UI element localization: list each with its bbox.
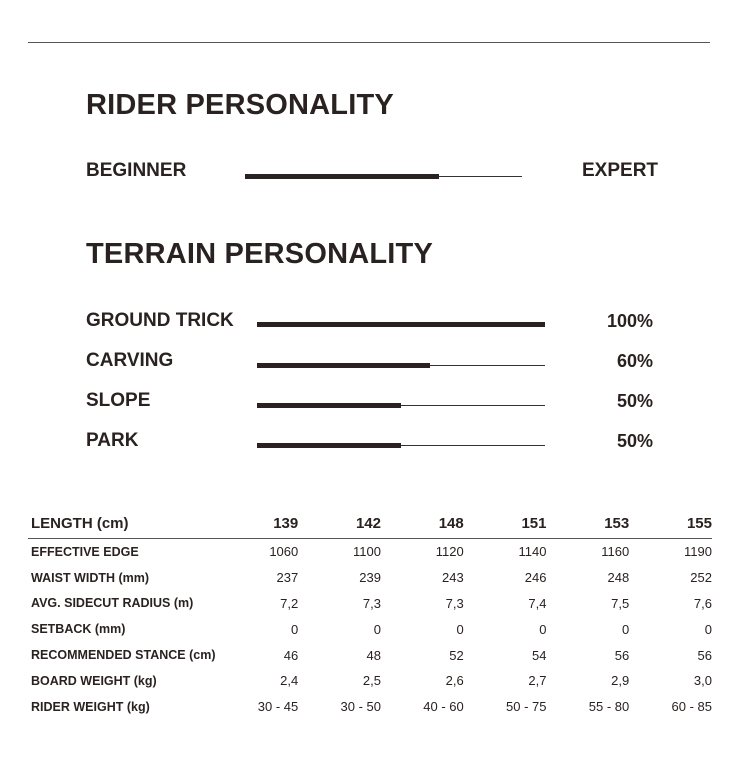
length-value: 148	[381, 508, 464, 539]
spec-value: 7,5	[611, 595, 630, 611]
table-row	[28, 668, 712, 694]
spec-value: 7,4	[528, 595, 547, 611]
spec-value: 1120	[435, 544, 464, 560]
spec-value: 50 - 75	[506, 699, 547, 715]
spec-value: 0	[291, 621, 299, 637]
spec-value: 3,0	[693, 673, 712, 689]
spec-value: 248	[607, 570, 630, 586]
spec-value: 1100	[353, 544, 381, 560]
spec-value: 1190	[684, 544, 712, 560]
terrain-track	[257, 405, 545, 406]
spec-value: 56	[697, 647, 712, 663]
spec-value: 237	[276, 570, 299, 586]
terrain-fill	[257, 322, 545, 327]
spec-label: WAIST WIDTH (mm)	[31, 570, 150, 585]
rider-level-fill	[245, 174, 439, 179]
spec-value: 246	[524, 570, 547, 586]
spec-value: 2,5	[362, 673, 381, 689]
spec-value: 60 - 85	[671, 699, 712, 715]
spec-label: EFFECTIVE EDGE	[31, 544, 139, 559]
length-value: 142	[298, 508, 381, 539]
terrain-label: PARK	[86, 430, 139, 451]
terrain-label: SLOPE	[86, 390, 151, 411]
spec-value: 0	[622, 621, 630, 637]
spec-value: 52	[449, 647, 464, 663]
spec-value: 56	[614, 647, 630, 663]
spec-label: AVG. SIDECUT RADIUS (m)	[31, 596, 194, 611]
length-header: LENGTH (cm)	[28, 508, 216, 539]
expert-label: EXPERT	[582, 160, 659, 181]
length-value: 153	[547, 508, 630, 539]
table-row	[28, 694, 712, 720]
specs-table	[28, 508, 712, 720]
terrain-percent: 60%	[616, 351, 653, 371]
spec-value: 1140	[518, 544, 547, 560]
length-value: 139	[216, 508, 299, 539]
terrain-fill	[257, 443, 401, 448]
rider-level-track	[245, 176, 522, 177]
spec-value: 2,9	[611, 673, 630, 689]
spec-value: 0	[704, 621, 712, 637]
rider-personality-title: RIDER PERSONALITY	[86, 89, 394, 121]
spec-value: 48	[366, 647, 381, 663]
specs-body	[28, 539, 712, 720]
length-value: 155	[629, 508, 712, 539]
terrain-percent: 100%	[606, 311, 653, 331]
spec-label: RECOMMENDED STANCE (cm)	[31, 648, 216, 663]
spec-value: 40 - 60	[423, 699, 464, 715]
spec-value: 1160	[601, 544, 630, 560]
spec-value: 30 - 50	[340, 699, 381, 715]
table-row	[28, 642, 712, 668]
spec-label: RIDER WEIGHT (kg)	[31, 699, 150, 714]
spec-value: 243	[442, 570, 464, 586]
terrain-percent: 50%	[616, 391, 653, 411]
terrain-label: CARVING	[86, 350, 174, 371]
spec-label: SETBACK (mm)	[31, 622, 126, 637]
terrain-label: GROUND TRICK	[86, 310, 234, 331]
spec-value: 2,7	[528, 673, 547, 689]
spec-value: 1060	[269, 544, 299, 560]
terrain-track	[257, 324, 545, 325]
table-row	[28, 616, 712, 642]
terrain-percent: 50%	[616, 431, 653, 451]
table-row	[28, 591, 712, 617]
table-row	[28, 539, 712, 565]
table-row	[28, 565, 712, 591]
spec-value: 2,4	[280, 673, 299, 689]
spec-value: 54	[532, 647, 547, 663]
spec-value: 55 - 80	[588, 699, 630, 715]
spec-value: 7,3	[445, 595, 464, 611]
spec-value: 46	[283, 647, 299, 663]
spec-value: 0	[539, 621, 547, 637]
specs-header-row	[28, 508, 712, 539]
spec-value: 7,2	[280, 595, 299, 611]
spec-value: 0	[456, 621, 464, 637]
spec-value: 7,6	[693, 595, 712, 611]
spec-value: 30 - 45	[257, 699, 299, 715]
spec-value: 7,3	[362, 595, 381, 611]
top-divider	[28, 42, 710, 43]
beginner-label: BEGINNER	[86, 160, 187, 181]
terrain-track	[257, 445, 545, 446]
terrain-fill	[257, 363, 430, 368]
terrain-fill	[257, 403, 401, 408]
terrain-personality-title: TERRAIN PERSONALITY	[86, 238, 433, 270]
spec-value: 239	[359, 570, 381, 586]
spec-value: 2,6	[445, 673, 464, 689]
terrain-track	[257, 365, 545, 366]
spec-label: BOARD WEIGHT (kg)	[31, 673, 157, 688]
spec-value: 252	[690, 570, 712, 586]
length-value: 151	[464, 508, 547, 539]
spec-value: 0	[373, 621, 381, 637]
